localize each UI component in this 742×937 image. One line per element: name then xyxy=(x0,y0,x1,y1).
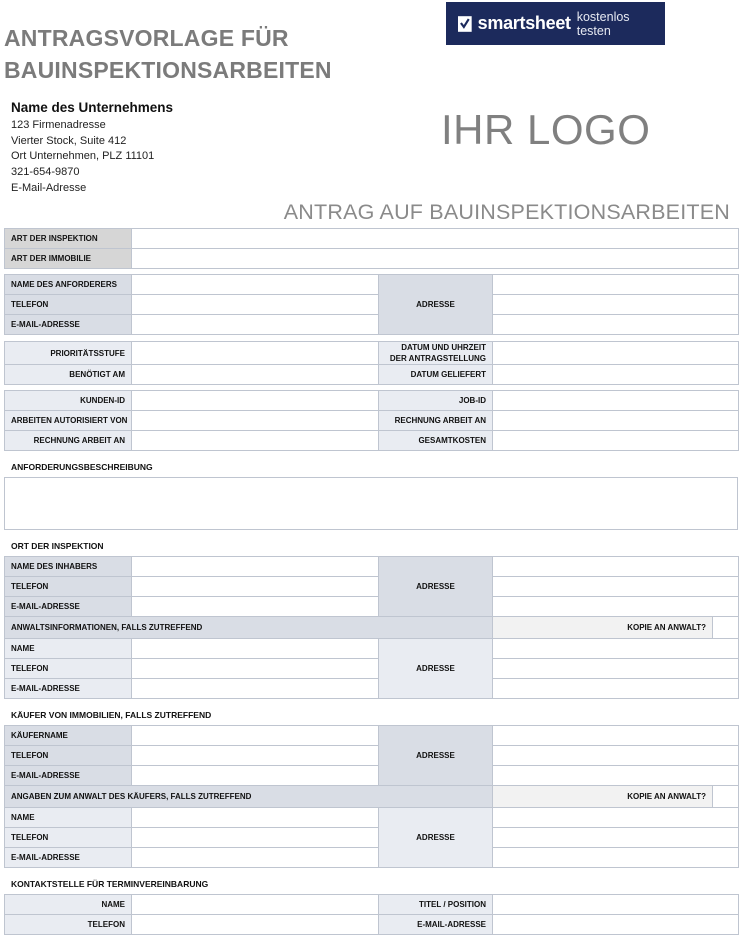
delivered-on-label: DATUM GELIEFERT xyxy=(379,365,493,385)
job-id-field[interactable] xyxy=(493,391,739,411)
inspection-type-table xyxy=(4,228,739,269)
total-cost-field[interactable] xyxy=(493,431,739,451)
bill-work-to-field-left[interactable] xyxy=(132,431,379,451)
requester-address-label: ADRESSE xyxy=(379,275,493,335)
owner-name-field[interactable] xyxy=(132,557,379,577)
title-position-field[interactable] xyxy=(493,895,739,915)
property-type-field[interactable] xyxy=(132,249,739,269)
request-datetime-label-line-1: DATUM UND UHRZEIT xyxy=(401,343,486,352)
buyer-phone-label: TELEFON xyxy=(5,746,132,766)
buyer-phone-field[interactable] xyxy=(132,746,379,766)
buyer-attorney-info-label: ANGABEN ZUM ANWALT DES KÄUFERS, FALLS ZUTREFFEND xyxy=(5,786,493,808)
requester-address-field-2[interactable] xyxy=(493,295,739,315)
priority-field[interactable] xyxy=(132,342,379,365)
company-info xyxy=(11,100,173,197)
buyer-section-heading: KÄUFER VON IMMOBILIEN, FALLS ZUTREFFEND xyxy=(11,710,212,720)
buyer-name-label: KÄUFERNAME xyxy=(5,726,132,746)
buyer-attorney-name-label: NAME xyxy=(5,808,132,828)
bill-work-to-field-right[interactable] xyxy=(493,411,739,431)
company-address-3: Ort Unternehmen, PLZ 11101 xyxy=(11,150,155,163)
requester-phone-label: TELEFON xyxy=(5,295,132,315)
buyer-email-label: E-MAIL-ADRESSE xyxy=(5,766,132,786)
needed-on-label: BENÖTIGT AM xyxy=(5,365,132,385)
buyer-address-label: ADRESSE xyxy=(379,726,493,786)
contact-section-heading: KONTAKTSTELLE FÜR TERMINVEREINBARUNG xyxy=(11,879,209,889)
attorney-phone-label: TELEFON xyxy=(5,659,132,679)
property-type-label: ART DER IMMOBILIE xyxy=(5,249,132,269)
request-description-heading: ANFORDERUNGSBESCHREIBUNG xyxy=(11,462,153,472)
requester-phone-field[interactable] xyxy=(132,295,379,315)
buyer-attorney-address-field-2[interactable] xyxy=(493,828,739,848)
document-title: ANTRAG AUF BAUINSPEKTIONSARBEITEN xyxy=(283,200,730,224)
request-description-field[interactable] xyxy=(4,477,738,530)
billing-table xyxy=(4,390,739,451)
requester-email-label: E-MAIL-ADRESSE xyxy=(5,315,132,335)
buyer-attorney-address-label: ADRESSE xyxy=(379,808,493,868)
company-address-1: 123 Firmenadresse xyxy=(11,119,106,131)
buyer-address-field-3[interactable] xyxy=(493,766,739,786)
priority-table xyxy=(4,341,739,385)
buyer-attorney-email-field[interactable] xyxy=(132,848,379,868)
attorney-name-field[interactable] xyxy=(132,639,379,659)
owner-address-label: ADRESSE xyxy=(379,557,493,617)
work-authorized-by-label: ARBEITEN AUTORISIERT VON xyxy=(5,411,132,431)
owner-address-field-2[interactable] xyxy=(493,577,739,597)
requester-table xyxy=(4,274,739,335)
attorney-email-label: E-MAIL-ADRESSE xyxy=(5,679,132,699)
owner-email-label: E-MAIL-ADRESSE xyxy=(5,597,132,617)
inspection-type-label: ART DER INSPEKTION xyxy=(5,229,132,249)
buyer-table xyxy=(4,725,739,868)
contact-email-field[interactable] xyxy=(493,915,739,935)
buyer-attorney-phone-field[interactable] xyxy=(132,828,379,848)
delivered-on-field[interactable] xyxy=(493,365,739,385)
title-line-2: BAUINSPEKTIONSARBEITEN xyxy=(4,57,332,83)
copy-to-attorney-checkbox[interactable] xyxy=(713,617,739,639)
owner-name-label: NAME DES INHABERS xyxy=(5,557,132,577)
priority-label: PRIORITÄTSSTUFE xyxy=(5,342,132,365)
title-line-1: ANTRAGSVORLAGE FÜR xyxy=(4,25,289,51)
contact-name-field[interactable] xyxy=(132,895,379,915)
contact-email-label: E-MAIL-ADRESSE xyxy=(379,915,493,935)
attorney-email-field[interactable] xyxy=(132,679,379,699)
buyer-address-field-1[interactable] xyxy=(493,726,739,746)
company-address-2: Vierter Stock, Suite 412 xyxy=(11,134,127,147)
contact-name-label: NAME xyxy=(5,895,132,915)
requester-address-field-3[interactable] xyxy=(493,315,739,335)
bill-work-to-label-left: RECHNUNG ARBEIT AN xyxy=(5,431,132,451)
attorney-address-field-1[interactable] xyxy=(493,639,739,659)
buyer-copy-to-attorney-label: KOPIE AN ANWALT? xyxy=(493,786,713,808)
request-datetime-label-line-2: DER ANTRAGSTELLUNG xyxy=(389,354,486,363)
company-name: Name des Unternehmens xyxy=(11,100,174,115)
buyer-attorney-address-field-1[interactable] xyxy=(493,808,739,828)
requester-name-label: NAME DES ANFORDERERS xyxy=(5,275,132,295)
buyer-address-field-2[interactable] xyxy=(493,746,739,766)
page-title xyxy=(4,22,364,86)
buyer-attorney-email-label: E-MAIL-ADRESSE xyxy=(5,848,132,868)
copy-to-attorney-label: KOPIE AN ANWALT? xyxy=(493,617,713,639)
company-phone: 321-654-9870 xyxy=(11,166,80,179)
attorney-info-label: ANWALTSINFORMATIONEN, FALLS ZUTREFFEND xyxy=(5,617,493,639)
customer-id-label: KUNDEN-ID xyxy=(5,391,132,411)
company-email: E-Mail-Adresse xyxy=(11,181,87,194)
bill-work-to-label-right: RECHNUNG ARBEIT AN xyxy=(379,411,493,431)
request-datetime-label xyxy=(379,342,493,365)
inspection-type-field[interactable] xyxy=(132,229,739,249)
smartsheet-check-icon xyxy=(458,16,472,32)
total-cost-label: GESAMTKOSTEN xyxy=(379,431,493,451)
owner-email-field[interactable] xyxy=(132,597,379,617)
attorney-name-label: NAME xyxy=(5,639,132,659)
attorney-address-field-3[interactable] xyxy=(493,679,739,699)
requester-email-field[interactable] xyxy=(132,315,379,335)
contact-phone-field[interactable] xyxy=(132,915,379,935)
attorney-phone-field[interactable] xyxy=(132,659,379,679)
owner-phone-field[interactable] xyxy=(132,577,379,597)
work-authorized-by-field[interactable] xyxy=(132,411,379,431)
contact-phone-label: TELEFON xyxy=(5,915,132,935)
logo-placeholder: IHR LOGO xyxy=(441,106,651,153)
requester-address-field-1[interactable] xyxy=(493,275,739,295)
buyer-name-field[interactable] xyxy=(132,726,379,746)
buyer-attorney-address-field-3[interactable] xyxy=(493,848,739,868)
title-position-label: TITEL / POSITION xyxy=(379,895,493,915)
banner-brand: smartsheet xyxy=(477,13,571,33)
attorney-address-label: ADRESSE xyxy=(379,639,493,699)
smartsheet-banner[interactable] xyxy=(446,2,665,45)
inspection-location-heading: ORT DER INSPEKTION xyxy=(11,541,104,551)
owner-address-field-3[interactable] xyxy=(493,597,739,617)
banner-subtitle: kostenlos testen xyxy=(576,9,630,38)
requester-name-field[interactable] xyxy=(132,275,379,295)
buyer-attorney-phone-label: TELEFON xyxy=(5,828,132,848)
needed-on-field[interactable] xyxy=(132,365,379,385)
customer-id-field[interactable] xyxy=(132,391,379,411)
buyer-copy-to-attorney-checkbox[interactable] xyxy=(713,786,739,808)
owner-phone-label: TELEFON xyxy=(5,577,132,597)
inspection-location-table xyxy=(4,556,739,699)
job-id-label: JOB-ID xyxy=(379,391,493,411)
contact-table xyxy=(4,894,739,935)
attorney-address-field-2[interactable] xyxy=(493,659,739,679)
owner-address-field-1[interactable] xyxy=(493,557,739,577)
request-datetime-field[interactable] xyxy=(493,342,739,365)
buyer-attorney-name-field[interactable] xyxy=(132,808,379,828)
buyer-email-field[interactable] xyxy=(132,766,379,786)
